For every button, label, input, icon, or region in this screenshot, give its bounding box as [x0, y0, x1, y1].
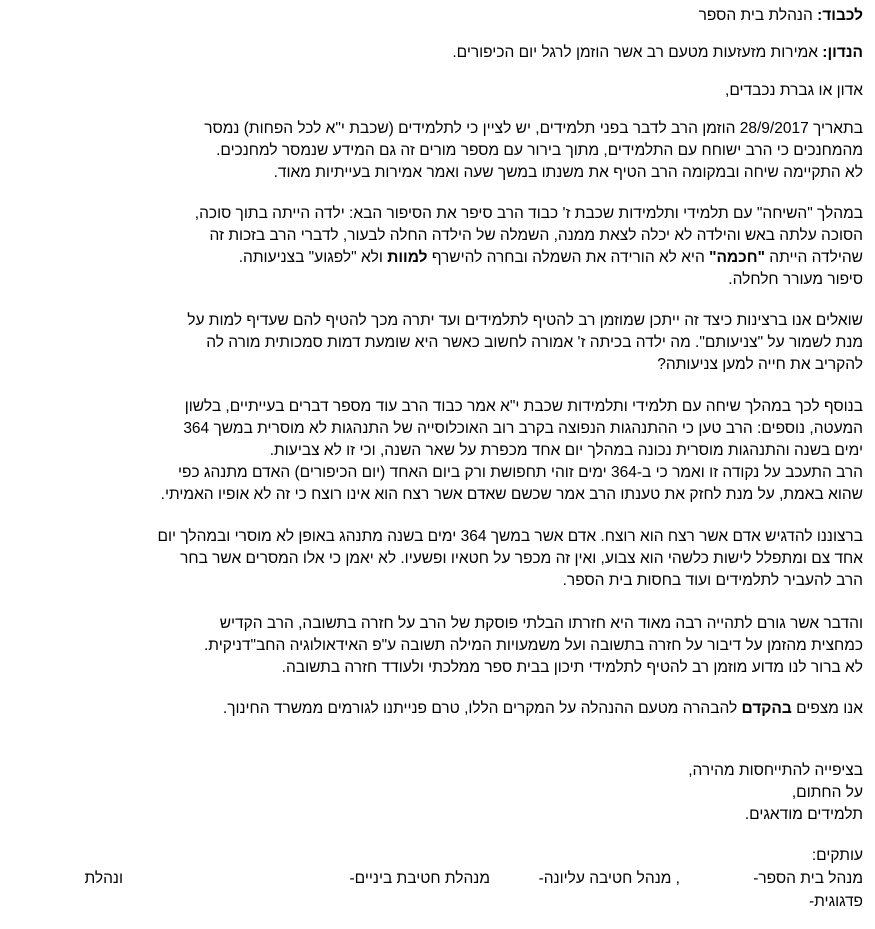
copy-pedagogical-head: ונהלת — [84, 870, 123, 887]
paragraph-3 — [40, 310, 863, 376]
paragraph-1 — [40, 118, 863, 184]
paragraph-5 — [40, 526, 863, 592]
paragraph-line: הרב התעכב על נקודה זו ואמר כי ב-364 ימים זוהי תחפושת ורק ביום האחד (יום הכיפורים) האדם מתנהג כפי — [177, 464, 863, 481]
paragraph-line: הסוכה עלתה באש והילדה לא יכלה לצאת ממנה, השמלה של הילדה החלה לבעור, לדברי הרב בזכות זה — [209, 227, 863, 244]
paragraph-line: מנת לשמור על "צניעותם". מה ילדה בכיתה ז' אמורה לחשוב כאשר היא שומעת דמות סמכותית מורה לה — [206, 334, 863, 351]
emphasis-wise: "חכמה" — [709, 249, 765, 266]
closing-block — [40, 760, 863, 826]
paragraph-line: ברצוננו להדגיש אדם אשר רצח הוא רוצח. אדם אשר במשך 364 ימים בשנה מתנהג באופן לא מוסרי ובמהלך יום — [157, 528, 863, 545]
closing-line: תלמידים מודאגים. — [744, 806, 863, 823]
copies-label: עותקים: — [811, 847, 863, 864]
paragraph-line: שהוא באמת, על מנת לחזק את טענתו הרב אמר שכשם שאדם אשר רצח הוא אינו רוצח כי זה לא אופיו האמיתי. — [160, 486, 863, 503]
subject-label: הנדון: — [822, 44, 863, 61]
paragraph-line: לא התקיימה שיחה ובמקומה הרב הטיף את משנתו במשך שעה ואמר אמירות בעייתיות מאוד. — [273, 164, 863, 181]
paragraph-line: להקריב את חייה למען צניעותה? — [657, 356, 863, 373]
paragraph-2 — [40, 203, 863, 291]
closing-line: על החתום, — [791, 784, 863, 801]
text-run: אנו מצפים — [791, 700, 863, 717]
emphasis-death: למוות — [387, 249, 428, 266]
closing-line: בציפייה להתייחסות מהירה, — [688, 762, 863, 779]
paragraph-line: הרב להעביר לתלמידים ועוד בחסות בית הספר. — [562, 572, 863, 589]
subject-value: אמירות מזעזעות מטעם רב אשר הוזמן לרגל יום הכיפורים. — [452, 44, 818, 61]
paragraph-line — [40, 247, 863, 269]
text-run: היא לא הורידה את השמלה ובחרה להישרף — [427, 249, 710, 266]
text-run: שהילדה הייתה — [764, 249, 863, 266]
paragraph-line: סיפור מעורר חלחלה. — [728, 271, 863, 288]
paragraph-line: כמחצית מהזמן על דיבור על חזרה בתשובה ועל משמעויות המילה תשובה ע"פ האידאולוגיה החב"דניקית. — [204, 637, 863, 654]
paragraph-line: מהמחנכים כי הרב ישוחח עם התלמידים, מתוך בירור עם מספר מורים זה גם המידע שנמסר למחנכים. — [216, 142, 863, 159]
copy-principal: מנהל בית הספר- — [753, 870, 863, 887]
paragraph-line: בנוסף לכך במהלך שיחה עם תלמידי ותלמידות שכבת י"א אמר כבוד הרב עוד מספר דברים בעייתיים, בלשון — [184, 398, 863, 415]
copy-pedagogical-title: פדגוגית- — [809, 893, 863, 910]
paragraph-line: בתאריך 28/9/2017 הוזמן הרב לדבר בפני תלמידים, יש לציין כי לתלמידים (שכבת י"א לכל הפחות) נמסר — [204, 120, 863, 137]
to-value: הנהלת בית הספר — [698, 7, 813, 24]
paragraph-line: במהלך "השיחה" עם תלמידי ותלמידות שכבת ז' כבוד הרב סיפר את הסיפור הבא: ילדה הייתה בתוך סוכה, — [194, 205, 863, 222]
paragraph-line: המעטה, נוספים: הרב טען כי ההתנהגות הנפוצה בקרב רוב האוכלוסייה של התנהגות לא מוסרית במשך 364 — [183, 420, 863, 437]
subject-line — [40, 42, 863, 64]
copy-upper-school: , מנהל חטיבה עליונה- — [538, 870, 680, 887]
paragraph-6 — [40, 613, 863, 679]
to-label: לכבוד: — [817, 7, 863, 24]
paragraph-line: שואלים אנו ברצינות כיצד זה ייתכן שמוזמן רב להטיף לתלמידים ועד יתרה מכך להטיף להם שעדיף למות על — [187, 312, 863, 329]
paragraph-7 — [40, 698, 863, 720]
paragraph-line: לא ברור לנו מדוע מוזמן רב להטיף לתלמידי תיכון בבית ספר ממלכתי ולעודד חזרה בתשובה. — [281, 659, 863, 676]
text-run: ולא "לפגוע" בצניעותה. — [238, 249, 388, 266]
paragraph-4 — [40, 396, 863, 506]
paragraph-line: והדבר אשר גורם לתהייה רבה מאוד היא חזרתו הבלתי פוסקת של הרב על חזרה בתשובה, הרב הקדיש — [219, 615, 863, 632]
text-run: להבהרה מטעם ההנהלה על המקרים הללו, טרם פנייתנו לגורמים ממשרד החינוך. — [222, 700, 742, 717]
copy-middle-school: מנהלת חטיבת ביניים- — [349, 870, 490, 887]
addressee-line — [40, 5, 863, 27]
paragraph-line: אחד צם ומתפלל לישות כלשהי הוא צבוע, ואין זה מכפר על חטאיו ופשעיו. לא יאמן כי אלו המסרים אשר בחר — [180, 550, 863, 567]
greeting: אדון או גברת נכבדים, — [725, 82, 863, 99]
paragraph-line: ימים בשנה והתנהגות מוסרית נכונה במהלך יום אחד מכפרת על שאר השנה, וכי זו לא צביעות. — [269, 442, 863, 459]
emphasis-promptly: בהקדם — [741, 700, 792, 717]
